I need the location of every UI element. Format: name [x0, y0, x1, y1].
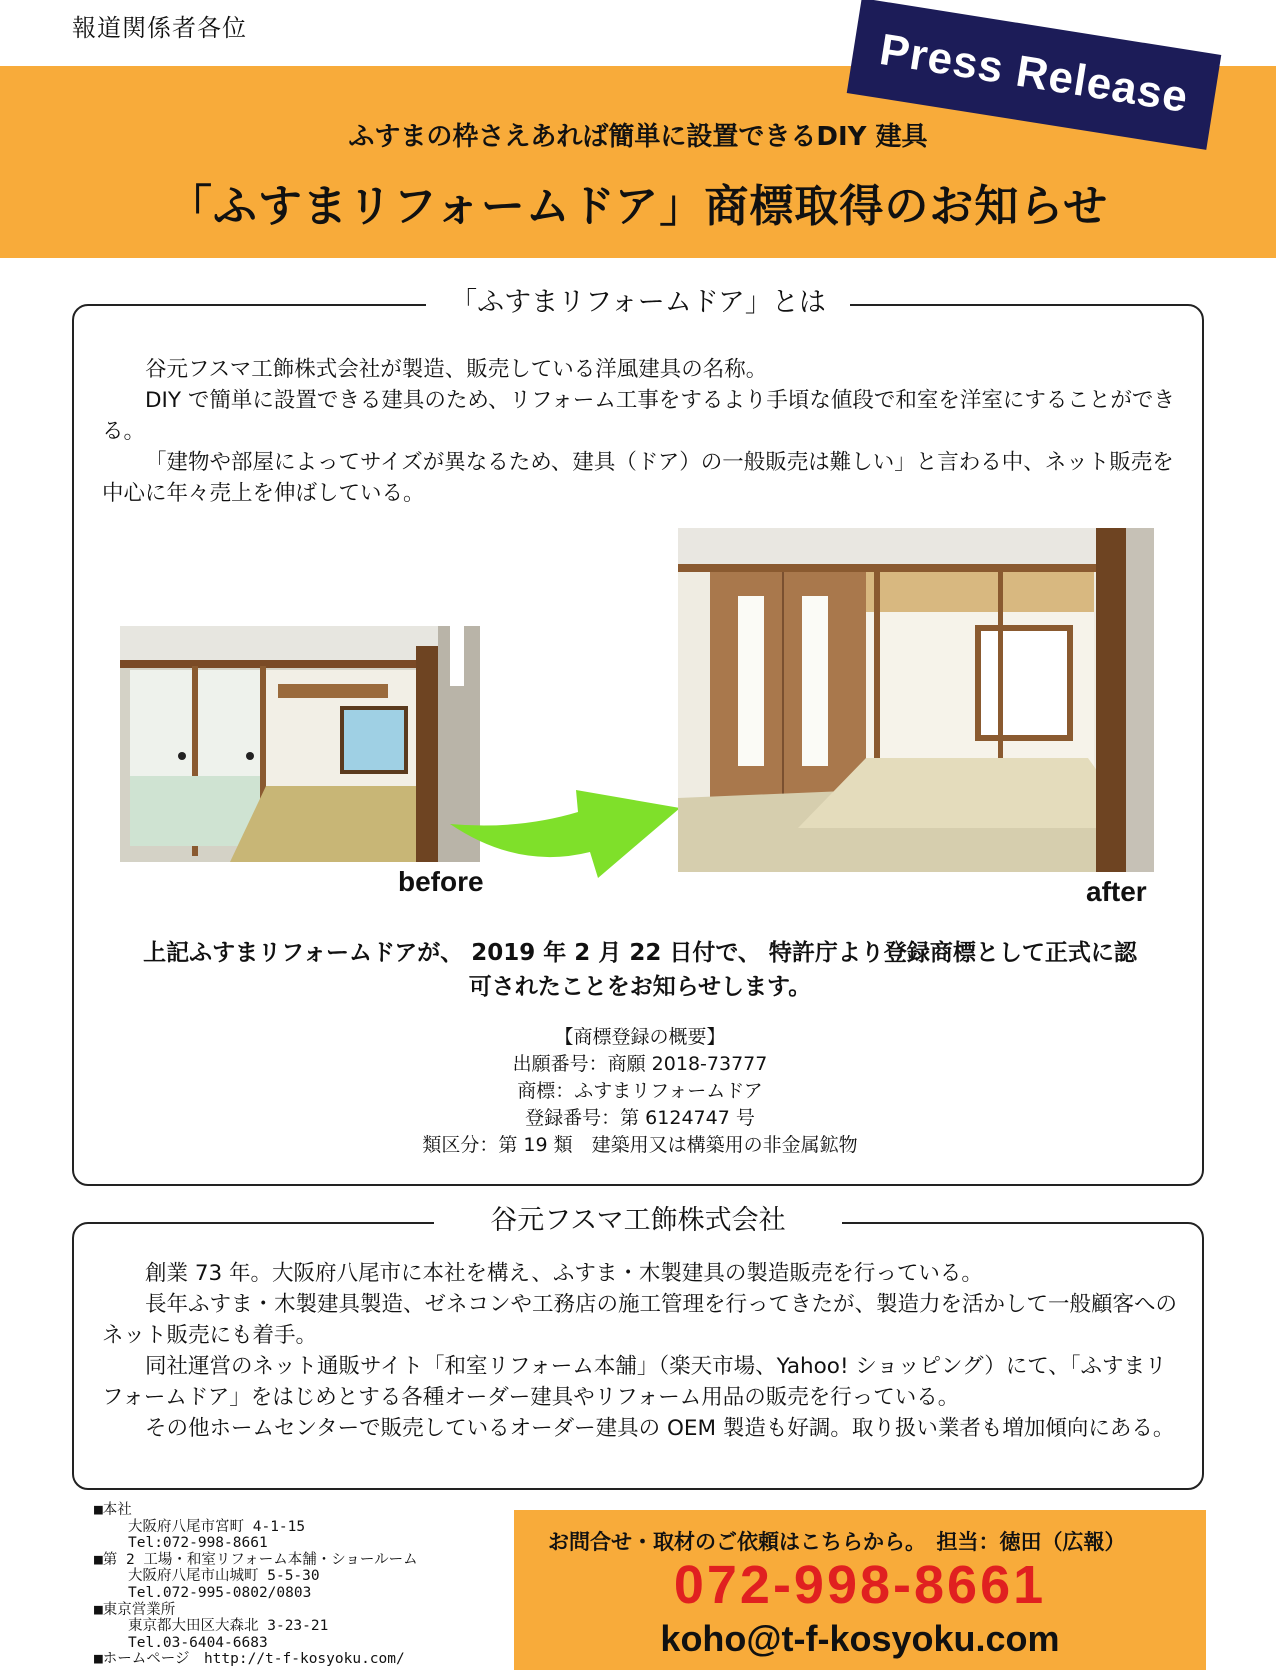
page-title: 「ふすまリフォームドア」商標取得のお知らせ	[167, 181, 1109, 232]
after-caption: after	[1086, 876, 1147, 907]
product-paragraph: DIY で簡単に設置できる建具のため、リフォーム工事をするより手頃な値段で和室を洋室にすることができる。	[102, 388, 1175, 444]
addressee: 報道関係者各位	[72, 14, 247, 42]
company-locations	[94, 1502, 418, 1668]
before-photo	[120, 626, 480, 862]
summary-line: 商標：ふすまリフォームドア	[517, 1080, 763, 1102]
company-paragraph: 創業 73 年。大阪府八尾市に本社を構え、ふすま・木製建具の製造販売を行っている。	[145, 1261, 983, 1286]
summary-line: 出願番号：商願 2018-73777	[512, 1053, 768, 1075]
arrow-right-icon	[448, 766, 688, 886]
factory-label: ■第 2 工場・和室リフォーム本舗・ショールーム	[94, 1551, 418, 1568]
press-release-label: Press Release	[876, 24, 1192, 123]
summary-line: 登録番号：第 6124747 号	[525, 1107, 755, 1129]
factory-address: 大阪府八尾市山城町 5-5-30	[128, 1568, 320, 1585]
tokyo-tel: Tel.03-6404-6683	[128, 1634, 268, 1651]
summary-line: 類区分：第 19 類 建築用又は構築用の非金属鉱物	[422, 1134, 858, 1156]
announcement-line: 上記ふすまリフォームドアが、 2019 年 2 月 22 日付で、 特許庁より登録商標として正式に認	[143, 940, 1137, 966]
hq-label: ■本社	[94, 1502, 132, 1518]
hq-tel: Tel:072-998-8661	[128, 1535, 268, 1552]
company-paragraph: その他ホームセンターで販売しているオーダー建具の OEM 製造も好調。取り扱い業者も増加傾向にある。	[145, 1416, 1175, 1441]
contact-phone[interactable]: 072-998-8661	[673, 1555, 1047, 1615]
after-photo	[678, 528, 1154, 872]
tokyo-label: ■東京営業所	[94, 1601, 176, 1618]
homepage-link[interactable]: ■ホームページ http://t-f-kosyoku.com/	[94, 1651, 405, 1668]
hq-address: 大阪府八尾市宮町 4-1-15	[128, 1518, 306, 1535]
product-section-title: 「ふすまリフォームドア」とは	[426, 286, 850, 320]
product-description	[102, 354, 1178, 509]
summary-heading: 【商標登録の概要】	[554, 1026, 726, 1048]
company-description	[102, 1258, 1178, 1444]
contact-email[interactable]: koho@t-f-kosyoku.com	[660, 1618, 1060, 1659]
contact-message: お問合せ・取材のご依頼はこちらから。 担当：徳田（広報）	[548, 1530, 1126, 1554]
company-section-title: 谷元フスマ工飾株式会社	[434, 1204, 842, 1238]
before-caption: before	[398, 866, 484, 897]
factory-tel: Tel.072-995-0802/0803	[128, 1584, 312, 1601]
company-paragraph: 長年ふすま・木製建具製造、ゼネコンや工務店の施工管理を行ってきたが、製造力を活かして一般顧客へのネット販売にも着手。	[102, 1292, 1178, 1348]
product-paragraph: 谷元フスマ工飾株式会社が製造、販売している洋風建具の名称。	[145, 357, 768, 382]
announcement-line: 可されたことをお知らせします。	[468, 974, 812, 1000]
product-paragraph: 「建物や部屋によってサイズが異なるため、建具（ドア）の一般販売は難しい」と言わる中、ネット販売を中心に年々売上を伸ばしている。	[102, 450, 1174, 506]
trademark-summary	[340, 1024, 940, 1159]
trademark-announcement	[140, 936, 1140, 1004]
company-paragraph: 同社運営のネット通販サイト「和室リフォーム本舗」（楽天市場、Yahoo! ショッピング）にて、「ふすまリフォームドア」をはじめとする各種オーダー建具やリフォーム用品の販売を行っている。	[102, 1354, 1167, 1410]
contact-box	[514, 1510, 1206, 1670]
subtitle: ふすまの枠さえあれば簡単に設置できるDIY 建具	[348, 122, 928, 152]
tokyo-address: 東京都大田区大森北 3-23-21	[128, 1618, 329, 1635]
